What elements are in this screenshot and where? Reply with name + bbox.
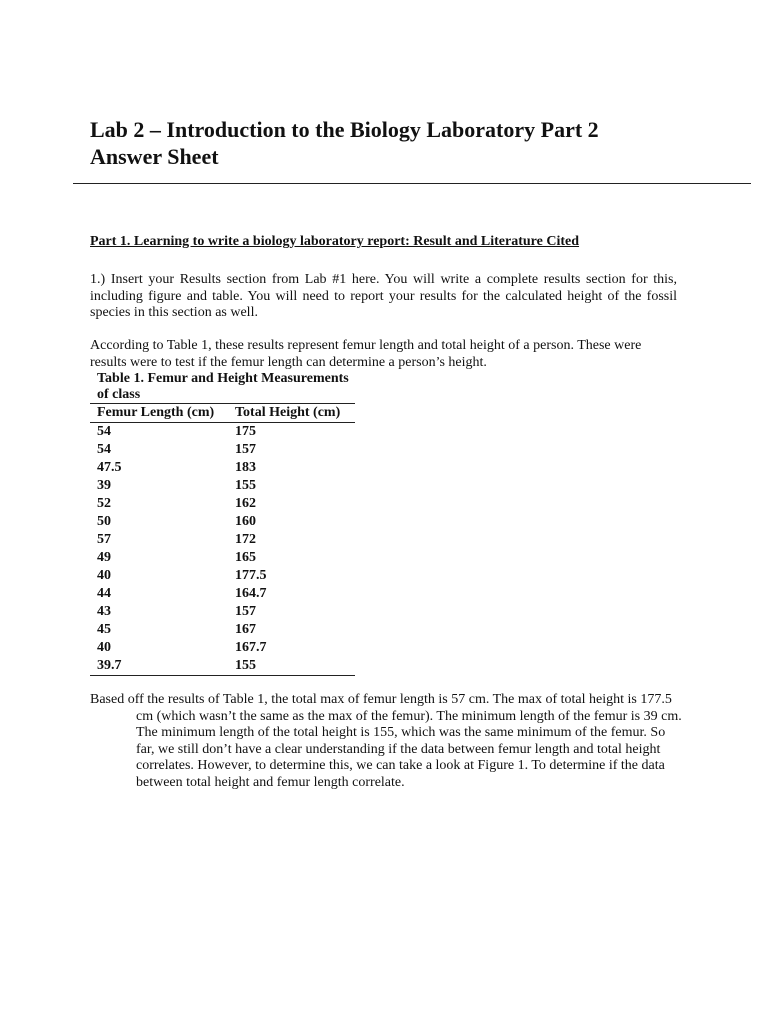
total-height-cell: 157 [235,442,256,457]
total-height-cell: 155 [235,478,256,493]
total-height-cell: 183 [235,460,256,475]
total-height-cell: 164.7 [235,586,267,601]
intro-paragraph: According to Table 1, these results represent femur length and total height of a person. These were results were to test if the femur length can determine a person’s height. [90,338,642,370]
table-row [90,585,355,603]
total-height-cell: 167 [235,622,256,637]
femur-length-cell: 54 [97,424,111,439]
total-height-cell: 172 [235,532,256,547]
femur-length-cell: 44 [97,586,111,601]
femur-length-cell: 49 [97,550,111,565]
section-heading: Part 1. Learning to write a biology laboratory report: Result and Literature Cited [90,234,580,249]
total-height-cell: 162 [235,496,256,511]
total-height-cell: 177.5 [235,568,267,583]
column-header-femur-length: Femur Length (cm) [90,404,228,423]
total-height-cell: 165 [235,550,256,565]
table-row [90,495,355,513]
table-row [90,603,355,621]
femur-length-cell: 43 [97,604,111,619]
table-row [90,477,355,495]
table-row [90,567,355,585]
femur-length-cell: 54 [97,442,111,457]
femur-length-cell: 39 [97,478,111,493]
table-caption: Table 1. Femur and Height Measurements of class [97,371,349,402]
table-row [90,549,355,567]
total-height-cell: 175 [235,424,256,439]
femur-length-cell: 50 [97,514,111,529]
table-row [90,441,355,459]
page-title [90,116,690,170]
table-row [90,531,355,549]
total-height-cell: 155 [228,657,355,676]
column-header-total-height: Total Height (cm) [228,404,355,423]
table-row [90,621,355,639]
title-divider [73,183,751,184]
total-height-cell: 157 [235,604,256,619]
table-row [90,513,355,531]
table-row [90,639,355,657]
table-row [90,459,355,477]
total-height-cell: 160 [235,514,256,529]
title-line-2: Answer Sheet [90,144,219,169]
femur-length-cell: 47.5 [97,460,122,475]
femur-length-cell: 57 [97,532,111,547]
femur-length-cell: 39.7 [90,657,228,676]
summary-paragraph: Based off the results of Table 1, the total max of femur length is 57 cm. The max of total height is 177.5 cm (which wasn’t the same as the max of the femur). The minimum length of the femur is 39 cm. The minimum length of the total height is 155, which was the same minimum of the femur. So far, we still don’t have a clear understanding if the data between femur length and total height correlates. However, to determine this, we can take a look at Figure 1. To determine if the data between total height and femur length correlate. [90,692,682,790]
table-row [90,423,355,442]
title-line-1: Lab 2 – Introduction to the Biology Laboratory Part 2 [90,117,599,142]
measurements-table [90,403,355,676]
femur-length-cell: 40 [97,568,111,583]
femur-length-cell: 52 [97,496,111,511]
question-text: 1.) Insert your Results section from Lab #1 here. You will write a complete results section for this, including figure and table. You will need to report your results for the calculated height of the fossil species in this section as well. [90,272,677,320]
table-header-row [90,404,355,423]
femur-length-cell: 40 [97,640,111,655]
total-height-cell: 167.7 [235,640,267,655]
femur-length-cell: 45 [97,622,111,637]
table-row [90,657,355,676]
